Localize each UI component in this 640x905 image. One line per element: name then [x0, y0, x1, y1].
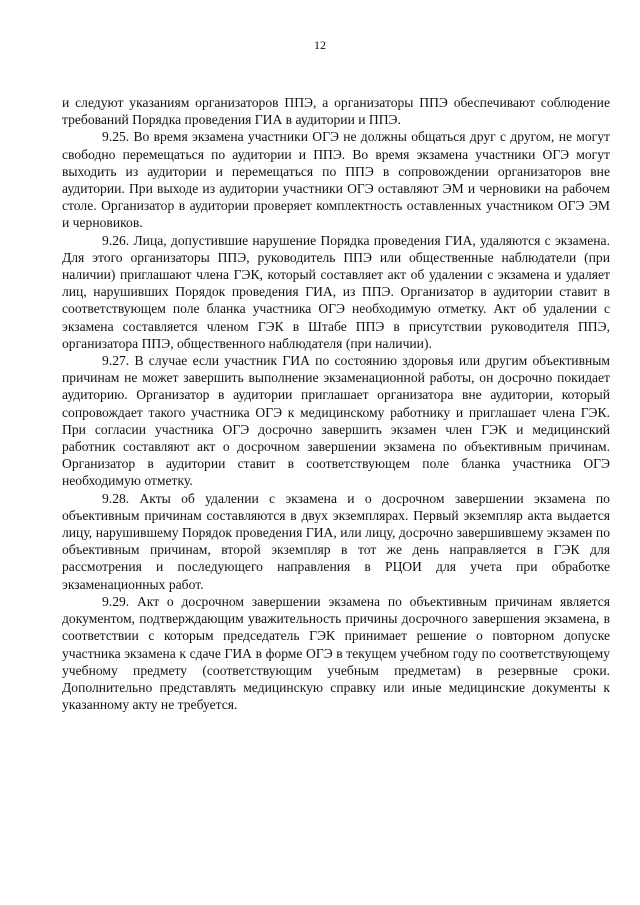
- paragraph-text: Лица, допустившие нарушение Порядка проведения ГИА, удаляются с экзамена. Для этого организаторы ППЭ, руководитель ППЭ или общественные наблюдатели (при наличии) приглашают члена ГЭК, который составляет акт об удалении с экзамена и удаляет лиц, нарушивших Порядок проведения ГИА, из ППЭ. Организатор в аудитории ставит в соответствующем поле бланка участника ОГЭ необходимую отметку. Акт об удалении с экзамена составляется членом ГЭК в Штабе ППЭ в присутствии руководителя ППЭ, организатора ППЭ, общественного наблюдателя (при наличии).: [62, 232, 610, 351]
- paragraph-number: 9.29.: [102, 593, 130, 609]
- paragraph-9-27: [62, 352, 610, 490]
- paragraph-number: 9.26.: [102, 232, 130, 248]
- paragraph-number: 9.25.: [102, 129, 130, 145]
- paragraph-continuation: [62, 94, 610, 128]
- page-number: 12: [314, 38, 326, 52]
- paragraph-9-25: [62, 128, 610, 231]
- paragraph-text: Во время экзамена участники ОГЭ не должны общаться друг с другом, не могут свободно перемещаться по аудитории и ППЭ. Во время экзамена участники ОГЭ могут выходить из аудитории и перемещаться по ППЭ в сопровождении организаторов вне аудитории. При выходе из аудитории участники ОГЭ оставляют ЭМ и черновики на рабочем столе. Организатор в аудитории проверяет комплектность оставленных участником ОГЭ ЭМ и черновиков.: [62, 129, 611, 231]
- paragraph-number: 9.27.: [102, 353, 130, 369]
- paragraph-9-28: [62, 490, 610, 593]
- paragraph-9-29: [62, 593, 610, 713]
- paragraph-text: Акты об удалении с экзамена и о досрочном завершении экзамена по объективным причинам составляются в двух экземплярах. Первый экземпляр акта выдается лицу, нарушившему Порядок проведения ГИА, или лицу, досрочно завершившему экзамен по объективным причинам, второй экземпляр в тот же день направляется в ГЭК для рассмотрения и последующего направления в РЦОИ для учета при обработке экзаменационных работ.: [62, 490, 610, 592]
- paragraph-text: Акт о досрочном завершении экзамена по объективным причинам является документом, подтверждающим уважительность причины досрочного завершения экзамена, в соответствии с которым председатель ГЭК принимает решение о повторном допуске участника экзамена к сдаче ГИА в форме ОГЭ в текущем учебном году по соответствующему учебному предмету (соответствующим учебным предметам) в резервные сроки. Дополнительно представлять медицинскую справку или иные медицинские документы к указанному акту не требуется.: [62, 593, 610, 713]
- paragraph-number: 9.28.: [102, 490, 130, 506]
- paragraph-text: и следуют указаниям организаторов ППЭ, а организаторы ППЭ обеспечивают соблюдение требований Порядка проведения ГИА в аудитории и ППЭ.: [62, 95, 610, 128]
- document-body: [62, 94, 610, 713]
- paragraph-9-26: [62, 232, 610, 352]
- paragraph-text: В случае если участник ГИА по состоянию здоровья или другим объективным причинам не может завершить выполнение экзаменационной работы, он досрочно покидает аудиторию. Организатор в аудитории приглашает организатора вне аудитории, который сопровождает такого участника ОГЭ к медицинскому работнику и приглашает члена ГЭК. При согласии участника ОГЭ досрочно завершить экзамен член ГЭК и медицинский работник составляют акт о досрочном завершении экзамена по объективным причинам. Организатор в аудитории ставит в соответствующем поле бланка участника ОГЭ необходимую отметку.: [62, 353, 610, 489]
